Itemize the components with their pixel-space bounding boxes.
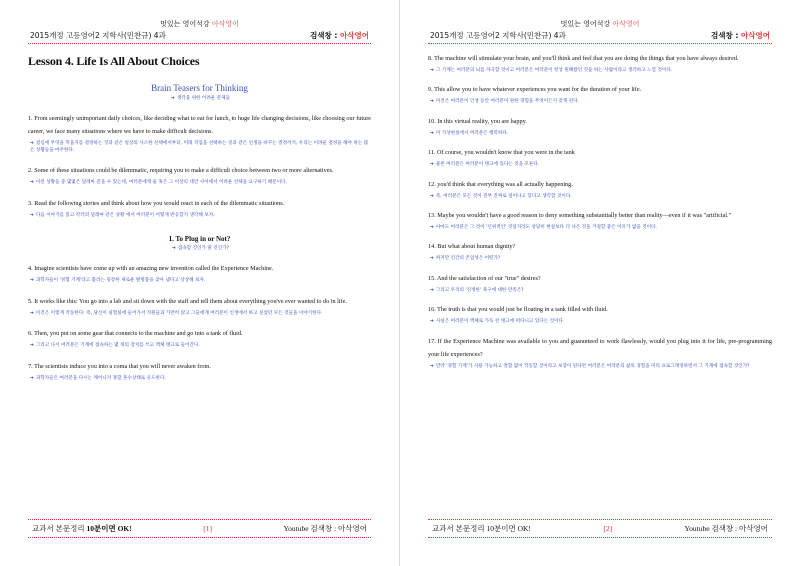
footer-promo-bold: 10분이면 OK!: [486, 524, 531, 533]
top-caption: [28, 0, 371, 30]
page-2: [400, 0, 800, 566]
translation-text: 하지만 인간의 존엄성은 어떤가?: [435, 256, 501, 262]
translation-text: 이것은 여러분이 인생 동안 여러분이 원한 경험을 무엇이든지 갖게 된다.: [435, 99, 580, 105]
page-header: [428, 30, 772, 44]
arrow-icon: ➔: [430, 363, 434, 369]
page-footer: [28, 519, 371, 538]
translation-3: [28, 213, 371, 219]
translation-text: 이것은 이렇게 작동한다: 즉, 당신이 실험실에 들어가서 직원들과 가만히 앉고 그들에게 여러분이 인생에서 하고 싶었던 모든 것들을 이야기한다.: [35, 310, 323, 316]
top-caption-brand: 아삭영어: [211, 20, 239, 28]
section-title-ko: [28, 246, 371, 252]
arrow-icon: ➔: [430, 68, 434, 73]
sentence-3: 3. Read the following stories and think about how you would react in each of the dilemmatic situations.: [28, 199, 285, 207]
page-footer: [428, 519, 772, 538]
footer-youtube: Youtube 검색창 : 아삭영어: [684, 524, 768, 533]
arrow-icon: ➔: [430, 193, 434, 199]
arrow-icon: ➔: [430, 225, 434, 231]
arrow-icon: ➔: [430, 99, 434, 105]
translation-16: [428, 319, 772, 325]
arrow-icon: ➔: [430, 130, 434, 136]
arrow-icon: ➔: [30, 343, 34, 349]
course-title: 2015개정 고등영어2 지학사(민찬규) 4과: [30, 31, 166, 40]
course-title: 2015개정 고등영어2 지학사(민찬규) 4과: [430, 31, 566, 40]
arrow-icon: ➔: [430, 256, 434, 262]
sentence-17: 17. If the Experience Machine was available to you and guaranteed to work flawlessly, would you plug into it for life, pre-programming your life experiences?: [428, 337, 772, 358]
reading-subtitle-ko: [28, 96, 371, 102]
translation-11: [428, 162, 772, 168]
sentence-11: 11. Of course, you wouldn't know that you were in the tank: [428, 149, 575, 157]
translation-5: [28, 311, 371, 317]
search-label: [310, 30, 369, 41]
translation-15: [428, 288, 772, 294]
sentence-8: 8. The machine will stimulate your brain, and you'll think and feel that you are doing the things that you have always desired.: [428, 55, 739, 62]
translation-17: [428, 364, 772, 370]
top-caption-prefix: 멋있는 영어석강: [160, 20, 210, 28]
footer-promo: [432, 523, 531, 534]
translation-text: 이런 상황들 중 몇몇은 딜레마 같을 수 있는데, 여러분에게 둘 혹은 그 이상의 대안 사이에서 어려운 선택을 요구하기 때문이다.: [35, 180, 287, 186]
translation-14: [428, 256, 772, 262]
reading-subtitle: Brain Teasers for Thinking: [151, 83, 248, 93]
sentence-9: 9. This allow you to have whatever experiences you want for the duration of your life.: [428, 86, 642, 94]
arrow-icon: ➔: [30, 278, 34, 284]
paragraph-list-1: [28, 112, 371, 219]
translation-text: 점심에 무엇을 먹을지를 결정하는 것과 같은 일상의 사소한 선택에서부터, 미래 직업을 선택하는 것과 같은 인생을 바꾸는 결정까지, 우리는 어려운 결정을 해야 하는 많은 상황들을 마주한다.: [30, 141, 369, 153]
translation-4: [28, 278, 371, 284]
translation-2: [28, 180, 371, 186]
footer-promo: [32, 523, 132, 534]
arrow-icon: ➔: [430, 319, 434, 325]
sentence-7: 7. The scientists induce you into a coma that you will never awaken from.: [28, 362, 211, 370]
translation-text: 그 기계는 여러분의 뇌를 자극할 것이고 여러분은 여러분이 항상 원해왔던 것을 하는 사람이라고 생각하고 느낄 것이다.: [435, 68, 673, 73]
translation-text: 다음 이야기를 읽고 각각의 딜레마 같은 상황 에서 여러분이 어떻게 반응할지 생각해 보자.: [35, 212, 215, 218]
sentence-15: 15. And the satisfaction of our "true" desires?: [428, 274, 541, 282]
translation-10: [428, 131, 772, 137]
paragraph-list-2: [28, 262, 371, 382]
arrow-icon: ➔: [430, 287, 434, 293]
translation-text: 만약 '경험 기계'가 사용 가능하고 결함 없이 작동할 것이라고 보장이 된다면 여러분은 여러분의 삶의 경험을 미리 프로그래밍하면서 그 기계에 접속할 것인가?: [435, 363, 750, 369]
arrow-icon: ➔: [30, 310, 34, 316]
sentence-2: 2. Some of these situations could be dilemmatic, requiring you to make a difficult choice between two or more alternatives.: [28, 167, 334, 175]
translation-8: [428, 68, 772, 74]
translation-text: 사실은 여러분이 액체로 가득 찬 탱크에 떠다니고 있다는 것이다.: [435, 319, 565, 325]
translation-text: 즉, 여러분은 모든 것이 전부 진짜로 일어나고 있다고 생각할 것이다.: [435, 193, 572, 199]
arrow-icon: ➔: [30, 141, 34, 147]
section-translation: 접속할 것인가 말 것인가?: [177, 246, 230, 252]
top-caption-brand: 아삭영어: [612, 20, 640, 28]
arrow-icon: ➔: [170, 96, 175, 101]
paragraph-list-3: [428, 52, 772, 370]
search-label-text: 검색창 :: [711, 31, 739, 40]
arrow-icon: ➔: [30, 180, 34, 186]
sentence-13: 13. Maybe you wouldn't have a good reason to deny something substantially better than reality—even if it was "artificial.": [428, 212, 732, 220]
translation-text: 과학자들은 여러분을 다시는 깨어나지 못할 혼수상태로 유도한다.: [35, 375, 166, 381]
translation-text: 그리고 우리의 '진정한' 욕구에 대한 만족은?: [435, 287, 524, 293]
arrow-icon: ➔: [30, 212, 34, 218]
translation-text: 그리고 나서 여러분은 기계에 접속하는 몇 개의 장치를 쓰고 액체 탱크로 들어간다.: [35, 343, 200, 349]
translation-text: 아마도 여러분은 그 것이 '인위적인' 것일지라도 상당히 현실보다 더 나은 것을 거절할 좋은 이유가 없을 것이다.: [435, 225, 658, 231]
section-title: 1. To Plug in or Not?: [168, 235, 231, 244]
sentence-10: 10. In this virtual reality, you are happy.: [428, 117, 527, 125]
translation-text: 이 가상현실에서 여러분은 행복하다.: [435, 130, 509, 136]
translation-9: [428, 99, 772, 105]
translation-12: [428, 194, 772, 200]
footer-promo-prefix: 교과서 본문정리: [432, 524, 487, 533]
translation-1: [28, 141, 371, 154]
page-number: [1]: [203, 524, 212, 533]
footer-youtube: Youtube 검색창 : 아삭영어: [283, 524, 367, 533]
footer-promo-prefix: 교과서 본문정리: [32, 524, 87, 533]
top-caption-prefix: 멋있는 영어석강: [560, 20, 611, 28]
translation-6: [28, 343, 371, 349]
subtitle-translation: 생각을 위한 어려운 문제들: [176, 96, 231, 101]
search-label-text: 검색창 :: [310, 31, 338, 40]
translation-text: 과학자들이 '경험 기계'라고 불리는 굉장한 새로운 발명품을 찾아 냈다고 상상해 보자.: [35, 278, 206, 284]
translation-7: [28, 376, 371, 382]
footer-promo-bold: 10분이면 OK!: [86, 524, 132, 533]
sentence-4: 4. Imagine scientists have come up with an amazing new invention called the Experience Machine.: [28, 265, 274, 273]
page-header: [28, 30, 371, 44]
page-number: [2]: [603, 524, 613, 533]
arrow-icon: ➔: [171, 246, 176, 252]
search-keyword: 아삭영어: [741, 31, 770, 40]
sentence-6: 6. Then, you put on some gear that connects to the machine and go into a tank of fluid.: [28, 330, 243, 338]
sentence-1: 1. From seemingly unimportant daily choices, like deciding what to eat for lunch, to huge life changing decisions, like choosing our future career, we face many situations where we have to make difficult decisions.: [28, 115, 371, 136]
lesson-title: Lesson 4. Life Is All About Choices: [28, 54, 200, 68]
search-label: [711, 30, 770, 41]
sentence-16: 16. The truth is that you would just be floating in a tank filled with fluid.: [428, 306, 608, 314]
top-caption: [428, 0, 772, 30]
translation-text: 물론 여러분은 여러분이 탱크에 있다는 것을 모른다.: [435, 162, 540, 168]
sentence-12: 12. you'd think that everything was all actually happening.: [428, 180, 573, 188]
arrow-icon: ➔: [30, 375, 34, 381]
sentence-14: 14. But what about human dignity?: [428, 243, 516, 251]
search-keyword: 아삭영어: [340, 31, 369, 40]
sentence-5: 5. It works like this: You go into a lab and sit down with the staff and tell them about everything you've ever wanted to do in life.: [28, 297, 347, 305]
translation-13: [428, 225, 772, 231]
arrow-icon: ➔: [430, 162, 434, 168]
